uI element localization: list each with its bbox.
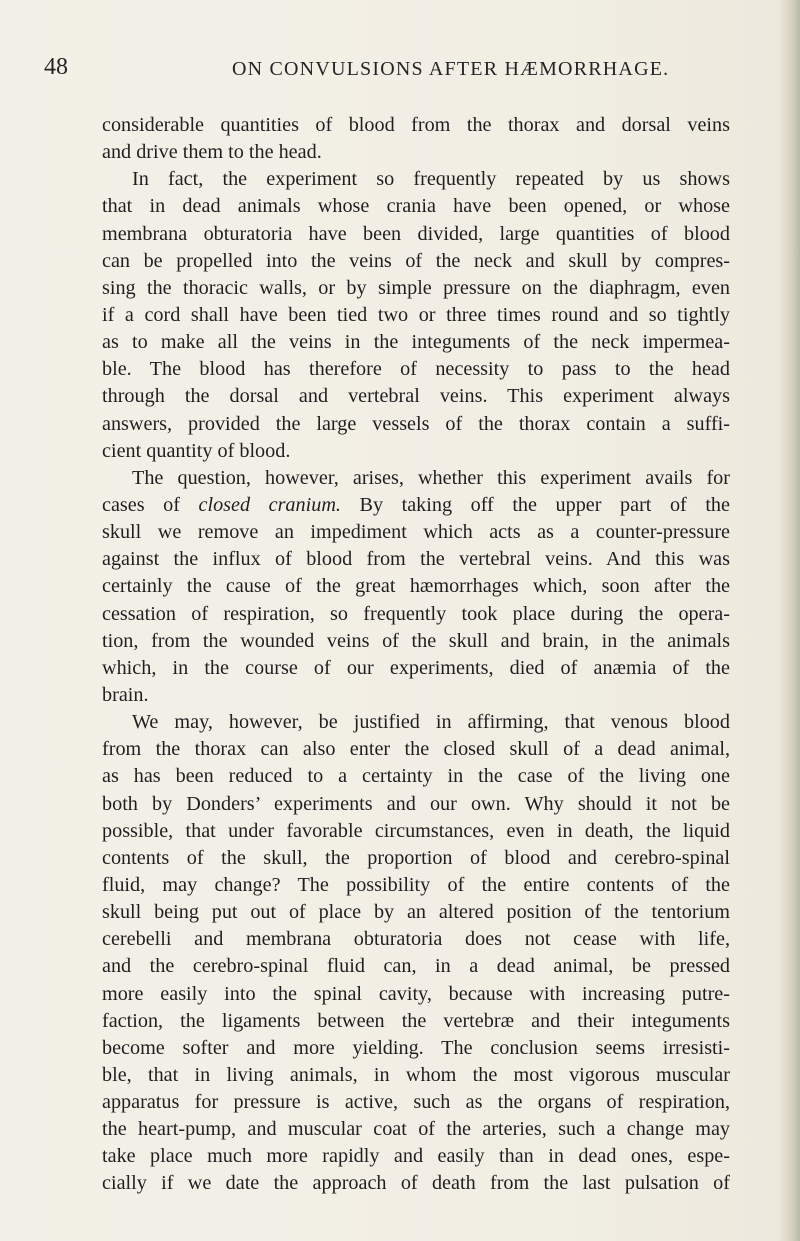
- text-line: possible, that under favorable circumstances, even in death, the liquid: [102, 819, 730, 842]
- text-line: apparatus for pressure is active, such as the organs of respiration,: [102, 1091, 730, 1114]
- text-line: membrana obturatoria have been divided, large quantities of blood: [102, 222, 730, 245]
- text-line: become softer and more yielding. The conclusion seems irresisti-: [102, 1036, 730, 1059]
- text-line: take place much more rapidly and easily than in dead ones, espe-: [102, 1145, 730, 1168]
- text-line: brain.: [102, 683, 149, 706]
- text-line: against the influx of blood from the vertebral veins. And this was: [102, 548, 730, 571]
- text-line: ble, that in living animals, in whom the most vigorous muscular: [102, 1063, 730, 1086]
- text-line: faction, the ligaments between the vertebræ and their integuments: [102, 1009, 730, 1032]
- text-line: from the thorax can also enter the closed skull of a dead animal,: [102, 738, 730, 761]
- text-line: sing the thoracic walls, or by simple pressure on the diaphragm, even: [102, 276, 730, 299]
- text-fragment: cases of: [102, 493, 199, 516]
- text-fragment: By taking off the upper part of the: [340, 493, 730, 516]
- text-line: cessation of respiration, so frequently took place during the opera-: [102, 602, 730, 625]
- text-line: In fact, the experiment so frequently repeated by us shows: [132, 168, 730, 191]
- text-line: as has been reduced to a certainty in the case of the living one: [102, 765, 730, 788]
- text-line: as to make all the veins in the integuments of the neck impermea-: [102, 331, 730, 354]
- text-line-with-italic: [102, 492, 730, 519]
- text-line: through the dorsal and vertebral veins. This experiment always: [102, 385, 730, 408]
- text-line: that in dead animals whose crania have been opened, or whose: [102, 195, 730, 218]
- text-line: can be propelled into the veins of the neck and skull by compres-: [102, 249, 730, 272]
- text-line: and drive them to the head.: [102, 141, 322, 164]
- text-line: the heart-pump, and muscular coat of the arteries, such a change may: [102, 1118, 730, 1141]
- text-line: tion, from the wounded veins of the skull and brain, in the animals: [102, 629, 730, 652]
- text-line: contents of the skull, the proportion of blood and cerebro-spinal: [102, 846, 730, 869]
- body-text: [102, 112, 730, 1198]
- text-line: which, in the course of our experiments, died of anæmia of the: [102, 656, 730, 679]
- text-line: answers, provided the large vessels of the thorax contain a suffi-: [102, 412, 730, 435]
- text-line: if a cord shall have been tied two or three times round and so tightly: [102, 303, 730, 326]
- italic-phrase: closed cranium.: [198, 493, 341, 516]
- page-edge-shadow: [778, 0, 800, 1241]
- text-line: cerebelli and membrana obturatoria does not cease with life,: [102, 928, 730, 951]
- text-line: cient quantity of blood.: [102, 439, 291, 462]
- text-line: skull being put out of place by an altered position of the tentorium: [102, 901, 730, 924]
- text-line: skull we remove an impediment which acts as a counter-pressure: [102, 521, 730, 544]
- text-line: The question, however, arises, whether this experiment avails for: [132, 466, 730, 489]
- text-line: certainly the cause of the great hæmorrhages which, soon after the: [102, 575, 730, 598]
- text-line: ble. The blood has therefore of necessity to pass to the head: [102, 358, 730, 381]
- text-line: We may, however, be justified in affirming, that venous blood: [132, 711, 730, 734]
- text-line: cially if we date the approach of death from the last pulsation of: [102, 1172, 730, 1195]
- text-line: considerable quantities of blood from the thorax and dorsal veins: [102, 114, 730, 136]
- text-line: both by Donders’ experiments and our own. Why should it not be: [102, 792, 730, 815]
- text-line: more easily into the spinal cavity, because with increasing putre-: [102, 982, 730, 1005]
- text-line: and the cerebro-spinal fluid can, in a dead animal, be pressed: [102, 955, 730, 978]
- page-number: 48: [44, 54, 68, 80]
- running-head: [44, 56, 744, 82]
- running-title: ON CONVULSIONS AFTER HÆMORRHAGE.: [232, 58, 670, 80]
- text-line: fluid, may change? The possibility of the entire contents of the: [102, 873, 730, 896]
